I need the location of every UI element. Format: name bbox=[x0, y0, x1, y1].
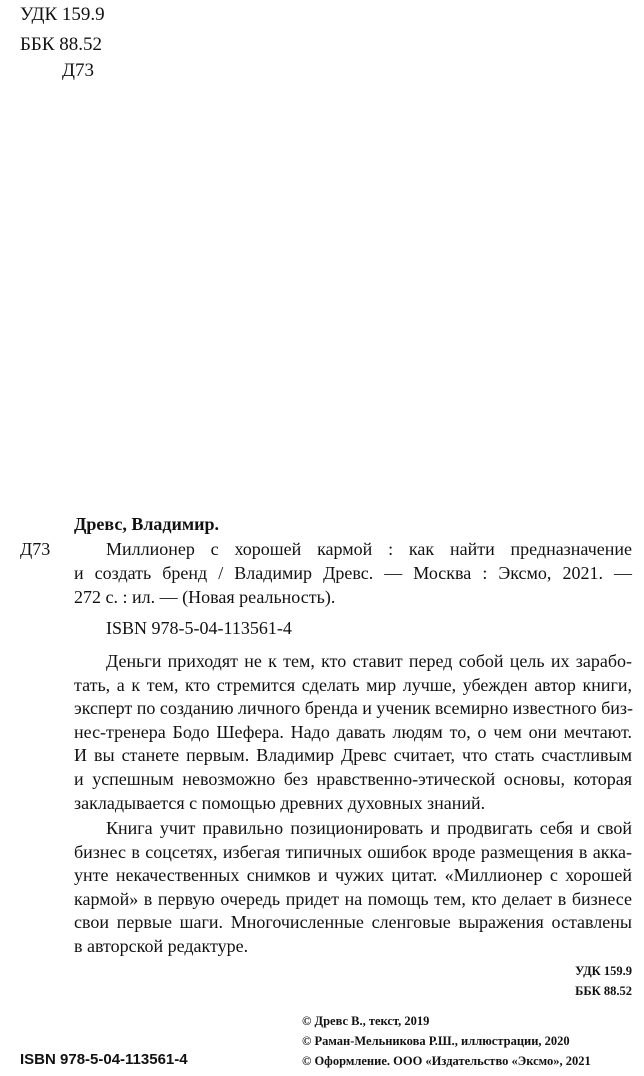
annotation-line: И вы станете первым. Владимир Древс считает, что стать счастливым bbox=[74, 745, 632, 766]
udk-code-top: УДК 159.9 bbox=[20, 4, 105, 25]
annotation-line: Книга учит правильно позиционировать и продвигать себя и свой bbox=[106, 818, 632, 838]
annotation-line: унте некачественных снимков и чужих цитат. «Миллионер с хорошей bbox=[74, 865, 632, 886]
bbk-code-top: ББК 88.52 bbox=[20, 34, 102, 55]
copyright-line: © Оформление. ООО «Издательство «Эксмо», 2021 bbox=[302, 1054, 591, 1068]
copyright-line: © Древс В., текст, 2019 bbox=[302, 1014, 430, 1028]
annotation-line: бизнес в соцсетях, избегая типичных ошибок вроде размещения в акка- bbox=[74, 841, 632, 862]
annotation-line: нес-тренера Бодо Шефера. Надо давать людям то, о чем они мечтают. bbox=[74, 721, 632, 742]
author-heading: Древс, Владимир. bbox=[74, 514, 220, 534]
annotation-line: закладывается с помощью древних духовных знаний. bbox=[74, 792, 486, 813]
annotation-line: в авторской редактуре. bbox=[74, 936, 249, 956]
annotation-line: и успешным невозможно без нравственно-этической основы, которая bbox=[74, 769, 632, 789]
author-mark-top: Д73 bbox=[62, 60, 94, 81]
isbn-line: ISBN 978-5-04-113561-4 bbox=[106, 618, 292, 638]
title-line: 272 с. : ил. — (Новая реальность). bbox=[74, 587, 336, 607]
annotation-line: свои первые шаги. Многочисленные сленговые выражения оставлены bbox=[74, 912, 632, 933]
author-mark: Д73 bbox=[20, 539, 51, 559]
isbn-bottom: ISBN 978-5-04-113561-4 bbox=[20, 1051, 188, 1068]
title-line: и создать бренд / Владимир Древс. — Москва : Эксмо, 2021. — bbox=[74, 563, 632, 583]
title-line: Миллионер с хорошей кармой : как найти предназначение bbox=[106, 539, 632, 559]
annotation-line: эксперт по созданию личного бренда и ученик всемирно известного биз- bbox=[74, 698, 634, 719]
bbk-code-bottom: ББК 88.52 bbox=[575, 984, 632, 998]
annotation-line: кармой» в первую очередь придет на помощь тем, кто делает в бизнесе bbox=[74, 888, 632, 909]
udk-code-bottom: УДК 159.9 bbox=[575, 964, 632, 978]
annotation-line: тать, а к тем, кто стремится сделать мир лучше, убежден автор книги, bbox=[74, 674, 632, 695]
copyright-line: © Раман-Мельникова Р.Ш., иллюстрации, 2020 bbox=[302, 1034, 570, 1048]
annotation-line: Деньги приходят не к тем, кто ставит перед собой цель их зарабо- bbox=[106, 651, 632, 671]
